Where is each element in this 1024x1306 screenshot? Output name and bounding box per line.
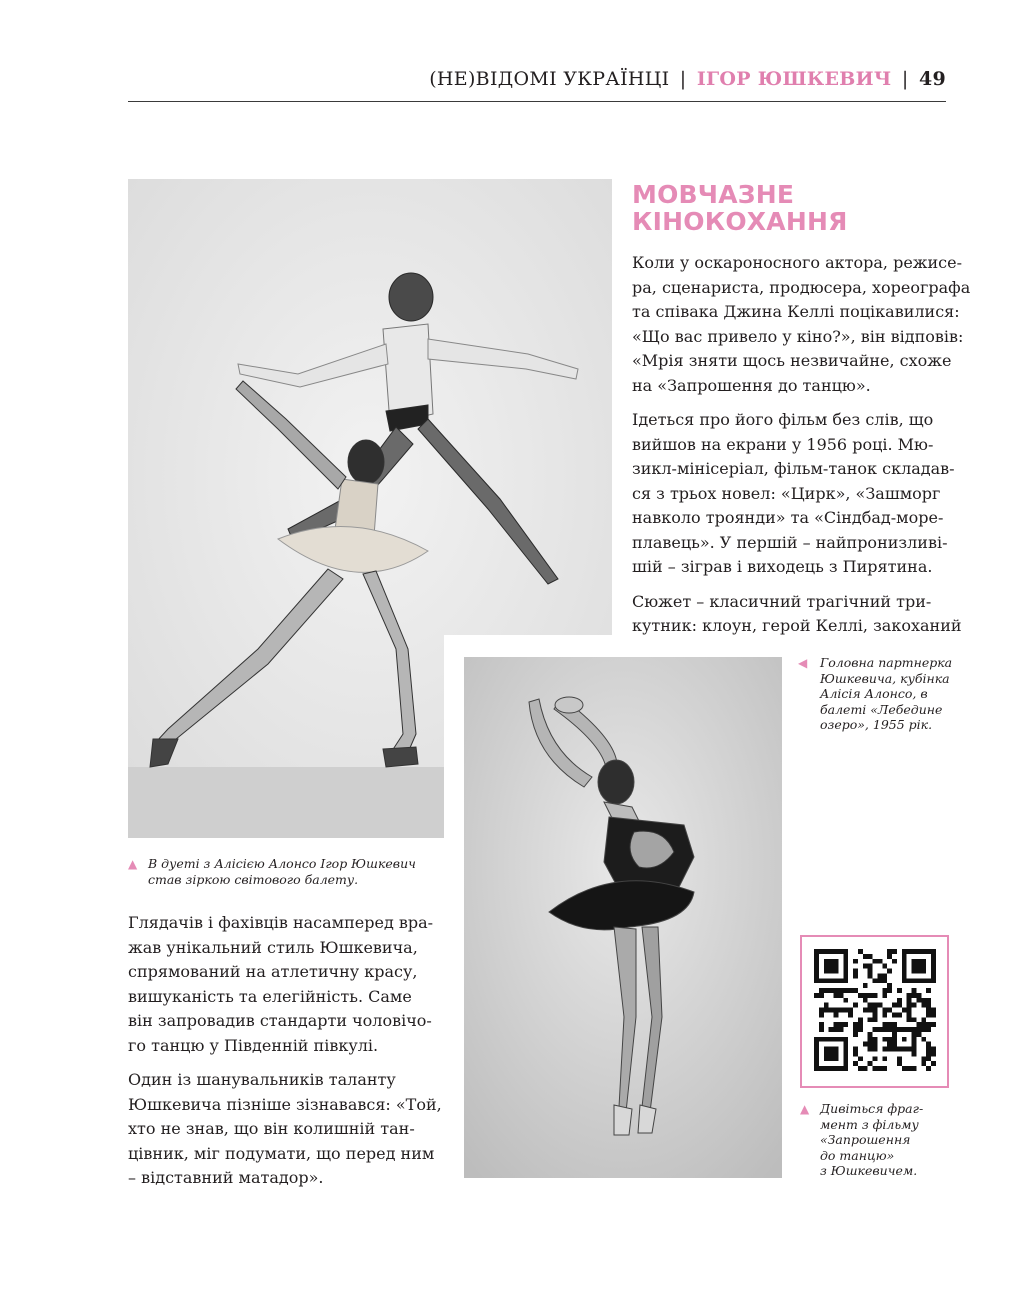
text-line: плавець». У першій – найпронизливі-: [632, 532, 948, 552]
caption-text: [148, 856, 428, 887]
headline-line: МОВЧАЗНЕ: [632, 180, 795, 209]
header-author-name: ІГОР ЮШКЕВИЧ: [696, 68, 892, 90]
text-line: він запровадив стандарти чоловічо-: [128, 1011, 432, 1030]
alonso-swan-lake-photo: [464, 657, 782, 1178]
paragraph: [128, 1068, 442, 1191]
caption-line: озеро», 1955 рік.: [820, 717, 933, 732]
paragraph: [632, 251, 971, 398]
text-line: ра, сценариста, продюсера, хореографа: [632, 277, 971, 297]
caption-line: став зіркою світового балету.: [148, 871, 359, 887]
header-separator: |: [679, 68, 687, 90]
caption-line: В дуеті з Алісією Алонсо Ігор Юшкевич: [148, 856, 416, 871]
qr-code-icon[interactable]: [814, 948, 936, 1072]
text-line: хто не знав, що він колишній тан-: [128, 1119, 415, 1138]
text-line: вишуканість та елегійність. Саме: [128, 986, 412, 1006]
right-column-text: [632, 251, 971, 649]
text-line: зикл-мінісеріал, фільм-танок складав-: [632, 459, 955, 478]
qr-caption: [800, 1101, 960, 1179]
header-section-title: (НЕ)ВІДОМІ УКРАЇНЦІ: [429, 68, 670, 90]
caption-line: мент з фільму: [820, 1116, 919, 1132]
text-line: го танцю у Південній півкулі.: [128, 1035, 379, 1055]
page-number: 49: [918, 68, 946, 90]
triangle-marker-icon: ▲: [800, 1102, 810, 1116]
text-line: цівник, міг подумати, що перед ним: [128, 1143, 435, 1163]
paragraph: [128, 911, 434, 1058]
text-line: вийшов на екрани у 1956 році. Мю-: [632, 434, 934, 454]
caption-line: Дивіться фраг-: [820, 1101, 924, 1116]
text-line: Юшкевича пізніше зізнавався: «Той,: [128, 1094, 442, 1114]
article-headline: [632, 181, 952, 235]
text-line: спрямований на атлетичну красу,: [128, 962, 418, 981]
caption-line: Алісія Алонсо, в: [820, 686, 928, 701]
triangle-marker-icon: ▲: [128, 857, 138, 871]
text-line: Глядачів і фахівців насамперед вра-: [128, 913, 434, 932]
caption-line: з Юшкевичем.: [820, 1163, 918, 1178]
text-line: «Мрія зняти щось незвичайне, схоже: [632, 351, 952, 370]
text-line: Коли у оскароносного актора, режисе-: [632, 253, 962, 272]
caption-text: [820, 1101, 960, 1179]
text-line: Один із шанувальників таланту: [128, 1070, 396, 1089]
text-line: на «Запрошення до танцю».: [632, 375, 871, 395]
text-line: Сюжет – класичний трагічний три-: [632, 591, 932, 611]
text-line: шій – зіграв і виходець з Пирятина.: [632, 557, 933, 576]
text-line: навколо троянди» та «Сіндбад-море-: [632, 508, 944, 527]
header-divider: [128, 101, 946, 102]
alonso-photo-caption: [798, 655, 958, 733]
alonso-photo-illustration: [464, 657, 782, 1178]
text-line: та співака Джина Келлі поцікавилися:: [632, 302, 960, 321]
caption-line: до танцю»: [820, 1147, 895, 1163]
text-line: Ідеться про його фільм без слів, що: [632, 410, 934, 429]
text-line: – відставний матадор».: [128, 1168, 324, 1187]
left-column-text: [128, 911, 442, 1201]
text-line: кутник: клоун, герой Келлі, закоханий: [632, 616, 962, 635]
caption-line: Головна партнерка: [820, 655, 953, 670]
caption-line: «Запрошення: [820, 1132, 911, 1147]
running-header: [0, 67, 946, 91]
header-separator: |: [901, 68, 909, 90]
text-line: жав унікальний стиль Юшкевича,: [128, 937, 418, 957]
text-line: «Що вас привело у кіно?», він відповів:: [632, 326, 964, 346]
caption-text: [820, 655, 958, 733]
headline-line: КІНОКОХАННЯ: [632, 207, 848, 236]
paragraph: [632, 408, 955, 580]
caption-line: Юшкевича, кубінка: [820, 670, 950, 686]
duet-photo-caption: [128, 856, 428, 887]
qr-code-frame[interactable]: [800, 935, 949, 1088]
text-line: ся з трьох новел: «Цирк», «Зашморг: [632, 483, 941, 503]
triangle-marker-icon: ◀: [798, 656, 808, 670]
caption-line: балеті «Лебедине: [820, 701, 943, 717]
paragraph: [632, 590, 962, 639]
